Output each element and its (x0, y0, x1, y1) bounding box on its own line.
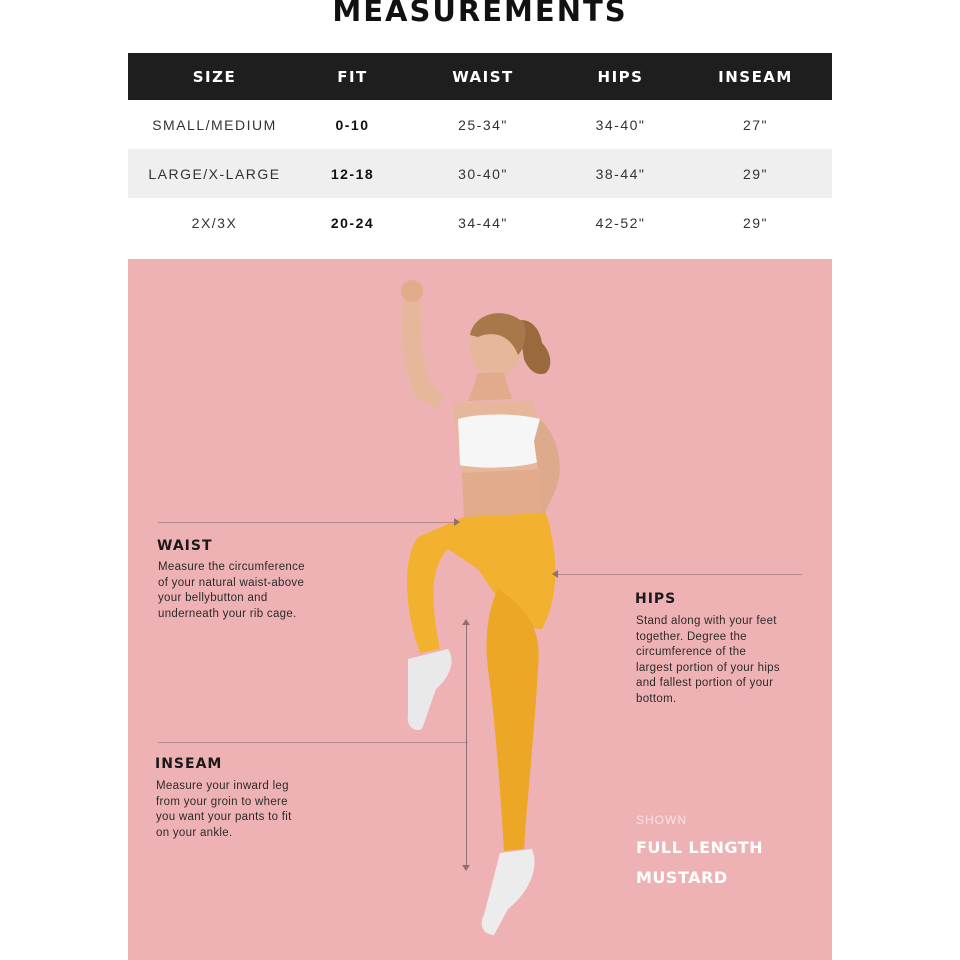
neck-shape (468, 373, 512, 401)
header-waist: WAIST (404, 53, 562, 100)
inseam-line: from your groin to where (156, 795, 288, 808)
waist-line: of your natural waist-above (158, 576, 305, 589)
cell-waist: 30-40" (404, 149, 562, 198)
waist-line: Measure the circumference (158, 561, 305, 573)
inseam-up-arrow-icon (462, 619, 470, 625)
cell-inseam: 27" (742, 116, 769, 133)
cell-hips: 34-40" (595, 116, 646, 133)
measurement-guide-panel (128, 259, 832, 960)
cell-inseam: 29" (679, 149, 832, 198)
cell-inseam: 29" (742, 214, 769, 231)
hips-line: together. Degree the (636, 630, 747, 643)
waist-line: your bellybutton and (158, 592, 268, 604)
hips-line: circumference of the (636, 646, 747, 658)
inseam-down-arrow-icon (462, 865, 470, 871)
page-title: MEASUREMENTS (332, 0, 628, 28)
cell-fit: 20-24 (330, 214, 375, 231)
cell-fit: 0-10 (335, 116, 370, 133)
standing-shoe-shape (482, 849, 535, 935)
cell-size: 2X/3X (191, 214, 238, 231)
cell-fit: 12-18 (301, 149, 404, 198)
hips-description (636, 614, 780, 707)
inseam-description (156, 779, 292, 841)
cell-size: LARGE/X-LARGE (128, 149, 301, 198)
shown-color: MUSTARD (636, 868, 728, 887)
table-row (128, 149, 832, 198)
waist-arrow-icon (454, 518, 460, 526)
leggings-standing-leg-shape (486, 589, 538, 851)
header-fit: FIT (301, 53, 404, 100)
shown-length: FULL LENGTH (636, 838, 764, 857)
header-size: SIZE (128, 53, 301, 100)
hips-label: HIPS (635, 591, 677, 607)
shown-caption: SHOWN (636, 813, 687, 827)
hips-line: and fallest portion of your (636, 677, 774, 689)
cell-waist: 25-34" (458, 116, 508, 133)
cell-hips: 38-44" (562, 149, 679, 198)
inseam-guide-line (158, 742, 468, 743)
hips-guide-line (558, 574, 802, 575)
waist-line: underneath your rib cage. (158, 607, 297, 620)
hips-line: largest portion of your hips (636, 661, 780, 674)
inseam-vertical-line (466, 625, 467, 867)
hips-line: bottom. (636, 692, 677, 705)
fist-shape (401, 280, 423, 302)
table-header-row (128, 53, 832, 100)
cell-size: SMALL/MEDIUM (152, 116, 277, 133)
inseam-line: Measure your inward leg (156, 780, 289, 792)
header-inseam: INSEAM (679, 53, 832, 100)
inseam-line: on your ankle. (156, 826, 233, 839)
waist-guide-line (158, 522, 454, 523)
header-hips: HIPS (562, 53, 679, 100)
sports-bra-shape (458, 415, 542, 468)
cell-hips: 42-52" (595, 214, 646, 231)
waist-description (158, 560, 305, 622)
waist-label: WAIST (157, 538, 213, 554)
inseam-line: you want your pants to fit (156, 811, 292, 823)
hips-arrow-icon (552, 570, 558, 578)
size-table (128, 53, 832, 247)
cell-waist: 34-44" (458, 214, 508, 231)
inseam-label: INSEAM (155, 756, 223, 772)
arm-shape (402, 291, 445, 409)
model-illustration (328, 269, 588, 949)
midriff-shape (462, 469, 542, 519)
table-row (128, 100, 832, 149)
raised-shoe-shape (408, 649, 452, 730)
table-row (128, 198, 832, 247)
hips-line: Stand along with your feet (636, 615, 777, 627)
